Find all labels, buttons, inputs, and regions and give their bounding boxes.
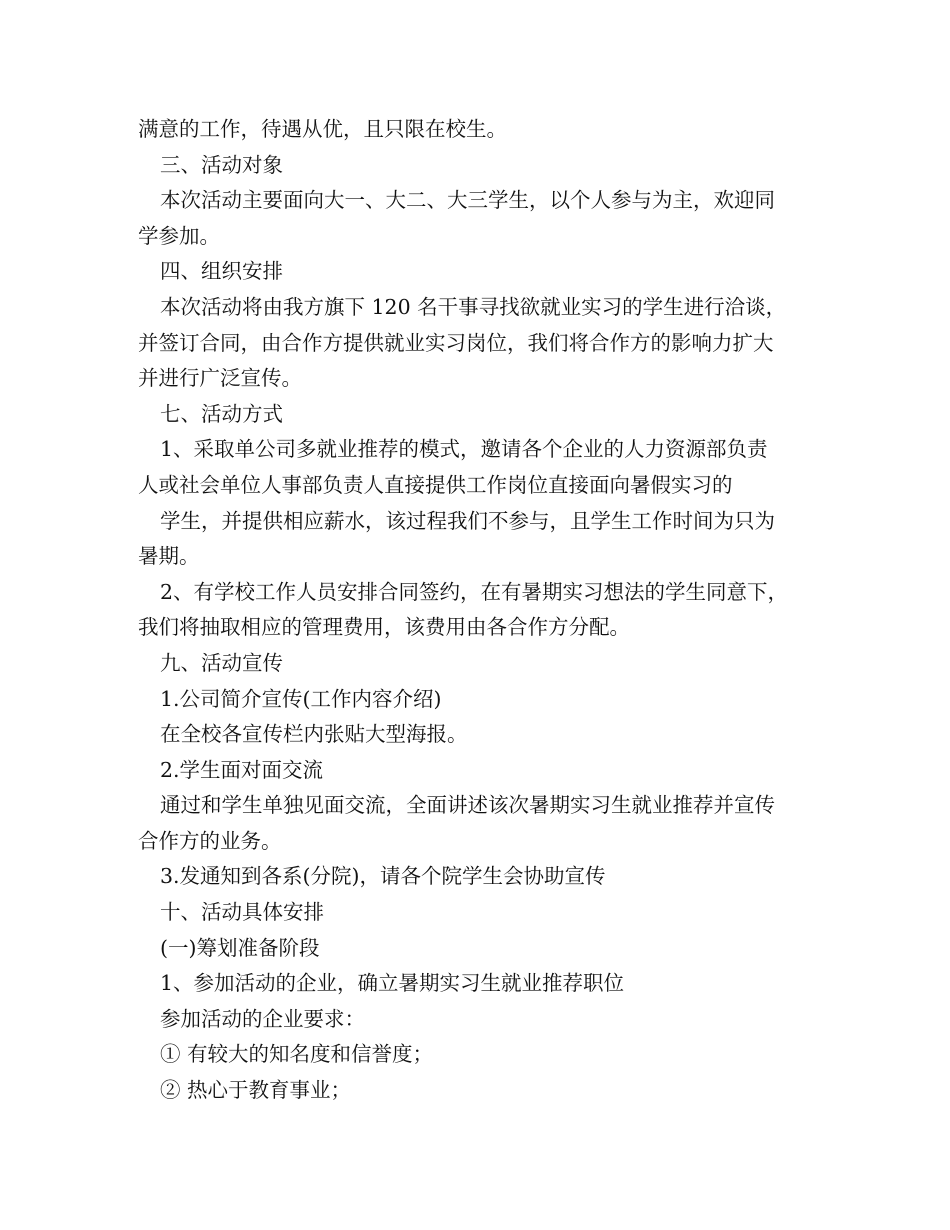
list-item: ① 有较大的知名度和信誉度； xyxy=(160,1042,434,1067)
paragraph-line: 人或社会单位人事部负责人直接提供工作岗位直接面向暑假实习的 xyxy=(138,472,733,497)
paragraph-line: 在全校各宣传栏内张贴大型海报。 xyxy=(160,722,468,747)
paragraph-line: 本次活动主要面向大一、大二、大三学生，以个人参与为主，欢迎同 xyxy=(160,188,775,213)
subsection-heading: (一)筹划准备阶段 xyxy=(160,935,320,960)
paragraph-line: 学生，并提供相应薪水，该过程我们不参与，且学生工作时间为只为 xyxy=(160,508,775,533)
list-item: 1.公司简介宣传(工作内容介绍) xyxy=(160,686,442,711)
section-heading-schedule: 十、活动具体安排 xyxy=(160,900,324,925)
list-item: 1、参加活动的企业，确立暑期实习生就业推荐职位 xyxy=(160,971,625,996)
paragraph-line: 参加活动的企业要求： xyxy=(160,1006,365,1031)
paragraph-line: 并进行广泛宣传。 xyxy=(138,366,302,391)
list-item: 2.学生面对面交流 xyxy=(160,757,324,782)
section-heading-promotion: 九、活动宣传 xyxy=(160,650,283,675)
paragraph-line: 暑期。 xyxy=(138,544,200,569)
paragraph-line: 合作方的业务。 xyxy=(138,828,282,853)
paragraph-line: 通过和学生单独见面交流，全面讲述该次暑期实习生就业推荐并宣传 xyxy=(160,793,775,818)
list-item: ② 热心于教育事业； xyxy=(160,1078,352,1103)
section-heading-targets: 三、活动对象 xyxy=(160,152,283,177)
paragraph-line: 满意的工作，待遇从优，且只限在校生。 xyxy=(138,117,507,141)
paragraph-line: 我们将抽取相应的管理费用，该费用由各合作方分配。 xyxy=(138,615,630,640)
list-item: 3.发通知到各系(分院)，请各个院学生会协助宣传 xyxy=(160,864,606,889)
section-heading-organization: 四、组织安排 xyxy=(160,259,283,284)
section-heading-method: 七、活动方式 xyxy=(160,401,283,426)
paragraph-line: 2、有学校工作人员安排合同签约，在有暑期实习想法的学生同意下， xyxy=(160,579,789,604)
paragraph-line: 本次活动将由我方旗下 120 名干事寻找欲就业实习的学生进行洽谈， xyxy=(160,294,787,319)
paragraph-line: 1、采取单公司多就业推荐的模式，邀请各个企业的人力资源部负责 xyxy=(160,437,768,462)
paragraph-line: 学参加。 xyxy=(138,223,220,248)
document-body xyxy=(138,112,828,1109)
paragraph-line: 并签订合同，由合作方提供就业实习岗位，我们将合作方的影响力扩大 xyxy=(138,330,774,355)
